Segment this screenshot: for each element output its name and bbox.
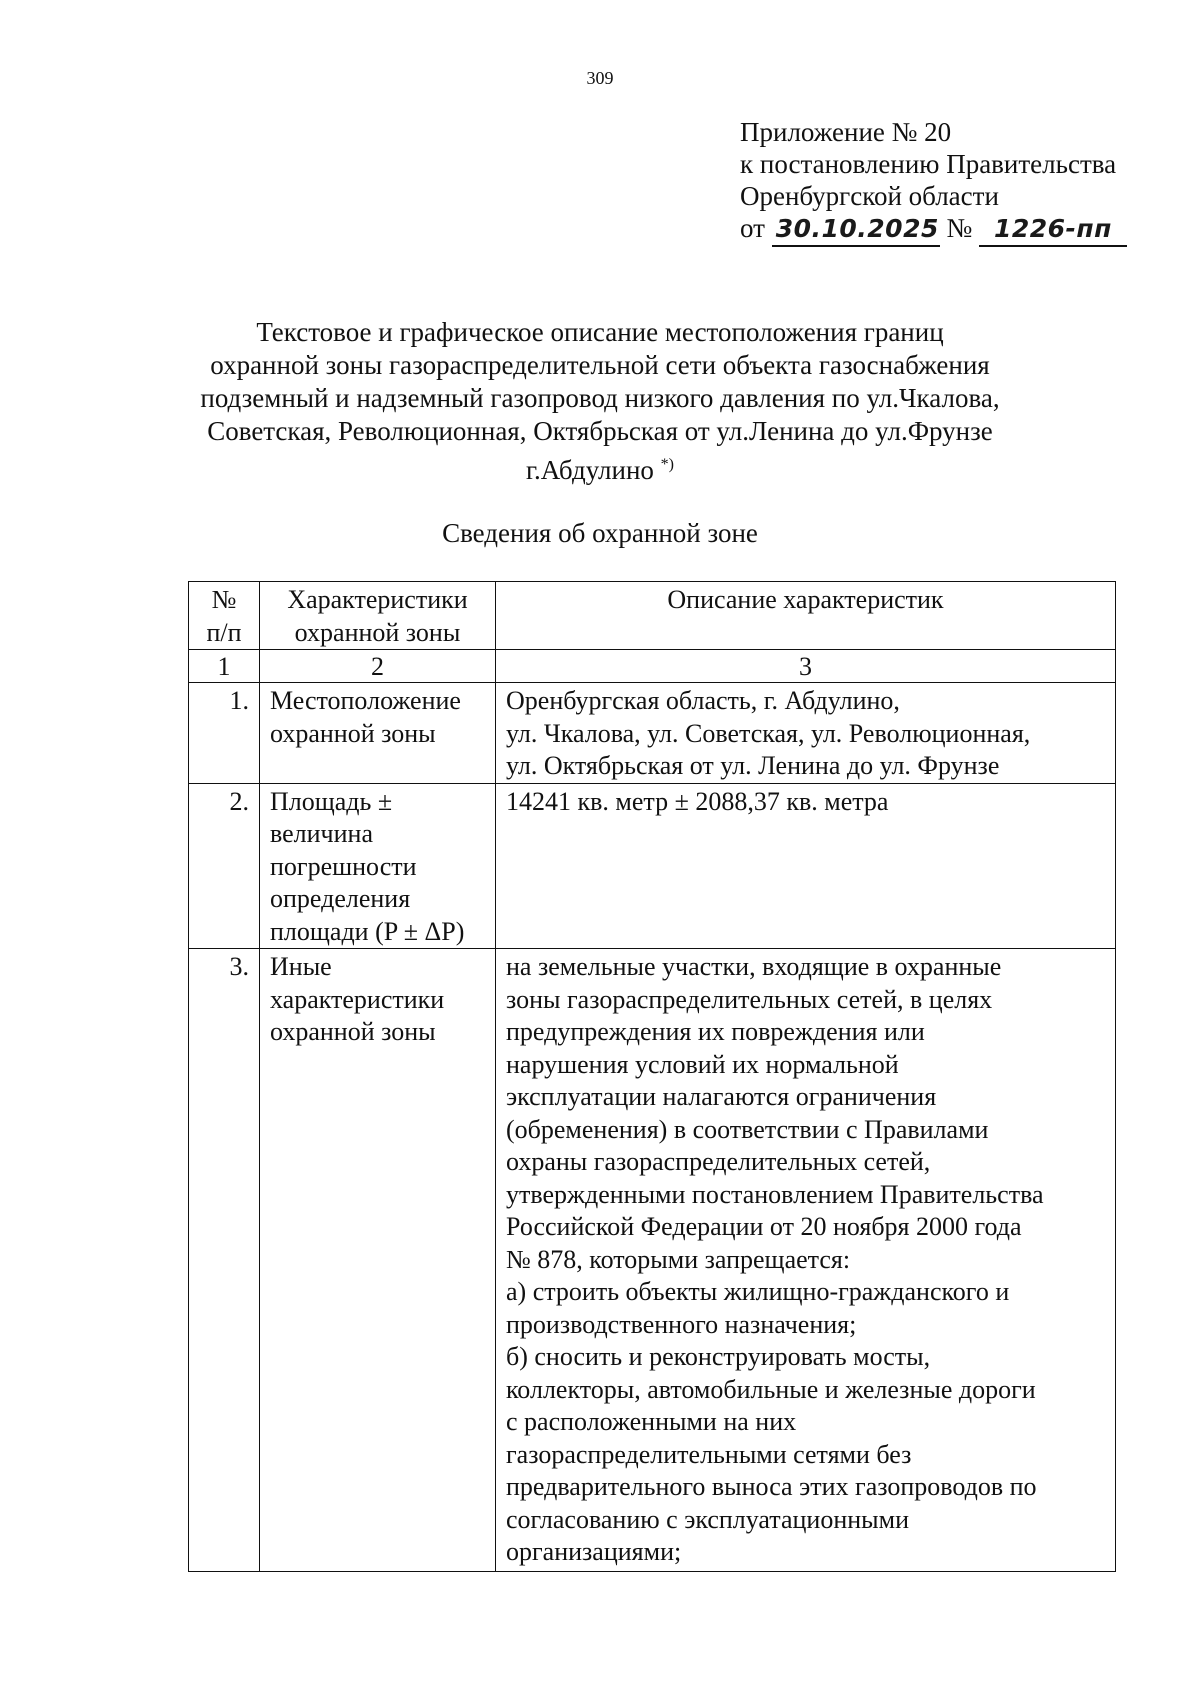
description-line: согласованию с эксплуатационными <box>506 1504 910 1534</box>
index-cell: 3 <box>496 650 1116 683</box>
appendix-date-line <box>740 212 1160 247</box>
title-line: Текстовое и графическое описание местоположения границ <box>256 317 944 347</box>
description-line: а) строить объекты жилищно-гражданского и <box>506 1277 1010 1306</box>
zone-info-table <box>188 581 1116 1572</box>
characteristic-line: погрешности <box>270 851 417 881</box>
header-characteristics-line: охранной зоны <box>294 617 461 647</box>
description-line: № 878, которыми запрещается: <box>506 1244 851 1274</box>
table-row <box>189 683 1116 784</box>
characteristic-line: характеристики <box>270 984 445 1014</box>
index-cell: 2 <box>260 650 496 683</box>
header-number <box>189 582 260 650</box>
description-line: утвержденными постановлением Правительства <box>506 1179 1044 1209</box>
description-line: охраны газораспределительных сетей, <box>506 1147 931 1176</box>
characteristic-line: площади (P ± ΔP) <box>270 916 465 946</box>
description-line: коллекторы, автомобильные и железные дороги <box>506 1374 1036 1404</box>
title-line: охранной зоны газораспределительной сети объекта газоснабжения <box>210 350 990 380</box>
description-line: предварительного выноса этих газопроводов по <box>506 1472 1037 1501</box>
row-characteristic <box>260 783 496 949</box>
description-line: Российской Федерации от 20 ноября 2000 года <box>506 1212 1022 1241</box>
description-line: (обременения) в соответствии с Правилами <box>506 1114 989 1144</box>
header-number-line: п/п <box>206 617 242 647</box>
title-line: Советская, Революционная, Октябрьская от ул.Ленина до ул.Фрунзе <box>207 416 993 446</box>
description-line: с расположенными на них <box>506 1407 797 1436</box>
row-number: 3. <box>189 949 260 1572</box>
characteristic-line: Иные <box>270 952 332 981</box>
characteristic-line: охранной зоны <box>270 718 436 748</box>
title-line: подземный и надземный газопровод низкого давления по ул.Чкалова, <box>200 383 1000 413</box>
description-line: на земельные участки, входящие в охранные <box>506 952 1002 981</box>
page-number: 309 <box>586 68 614 88</box>
description-line: 14241 кв. метр ± 2088,37 кв. метра <box>506 786 889 816</box>
header-description-line: Описание характеристик <box>667 585 944 614</box>
characteristic-line: Площадь ± <box>270 786 393 816</box>
description-line: б) сносить и реконструировать мосты, <box>506 1342 931 1371</box>
appendix-reference: к постановлению Правительства <box>740 149 1117 179</box>
appendix-region: Оренбургской области <box>740 181 999 211</box>
table-header-row <box>189 582 1116 650</box>
characteristic-line: определения <box>270 884 411 913</box>
header-number-line: № <box>211 585 237 614</box>
characteristic-line: величина <box>270 819 373 848</box>
description-line: организациями; <box>506 1537 682 1566</box>
date-prefix: от <box>740 213 765 243</box>
appendix-title: Приложение № 20 <box>740 117 952 147</box>
handwritten-number: 1226-пп <box>979 213 1127 247</box>
characteristic-line: Местоположение <box>270 686 461 715</box>
description-line: нарушения условий их нормальной <box>506 1049 899 1079</box>
characteristic-line: охранной зоны <box>270 1017 436 1046</box>
table-index-row <box>189 650 1116 683</box>
header-description <box>496 582 1116 650</box>
title-last-line <box>180 448 1020 487</box>
row-description <box>496 783 1116 949</box>
header-characteristics <box>260 582 496 650</box>
handwritten-date: 30.10.2025 <box>772 213 940 247</box>
index-cell: 1 <box>189 650 260 683</box>
description-line: производственного назначения; <box>506 1309 857 1339</box>
row-description <box>496 949 1116 1572</box>
section-title: Сведения об охранной зоне <box>442 518 758 548</box>
row-number: 2. <box>189 783 260 949</box>
appendix-header <box>740 116 1160 247</box>
row-characteristic <box>260 949 496 1572</box>
document-title <box>180 316 1020 487</box>
description-line: зоны газораспределительных сетей, в целях <box>506 984 993 1014</box>
footnote-mark: *) <box>660 456 674 473</box>
row-characteristic <box>260 683 496 784</box>
description-line: ул. Октябрьская от ул. Ленина до ул. Фрунзе <box>506 751 1000 780</box>
description-line: ул. Чкалова, ул. Советская, ул. Революционная, <box>506 718 1031 748</box>
number-sign: № <box>946 213 973 243</box>
row-number: 1. <box>189 683 260 784</box>
row-description <box>496 683 1116 784</box>
description-line: газораспределительными сетями без <box>506 1439 912 1469</box>
header-characteristics-line: Характеристики <box>287 585 468 614</box>
description-line: эксплуатации налагаются ограничения <box>506 1082 937 1111</box>
table-row <box>189 949 1116 1572</box>
description-line: предупреждения их повреждения или <box>506 1017 925 1046</box>
title-city: г.Абдулино <box>526 455 654 485</box>
description-line: Оренбургская область, г. Абдулино, <box>506 686 900 715</box>
table-row <box>189 783 1116 949</box>
